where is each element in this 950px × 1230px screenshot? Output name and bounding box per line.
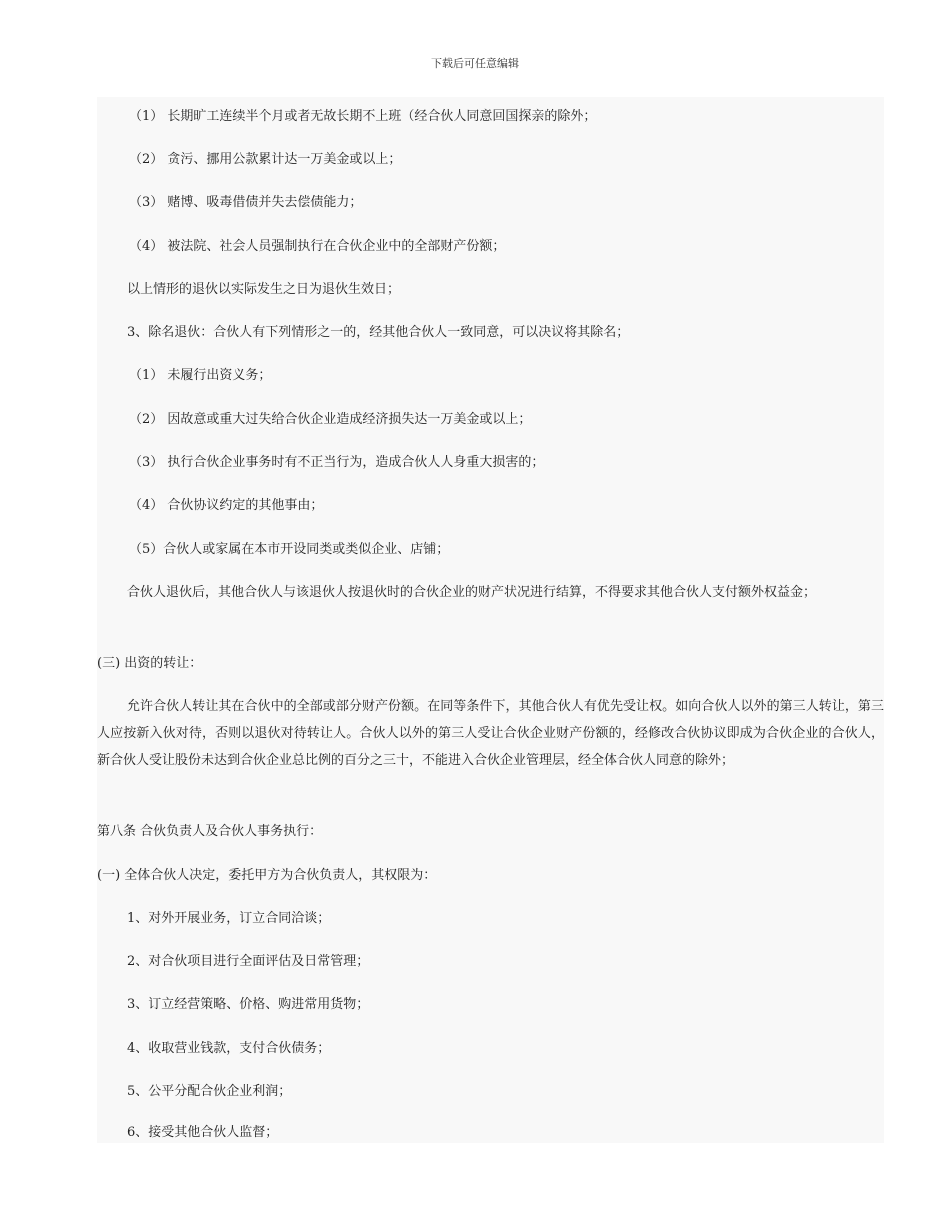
manager-duty-5: 5、公平分配合伙企业利润；	[127, 1084, 292, 1099]
article-eight-heading: 第八条 合伙负责人及合伙人事务执行：	[97, 824, 323, 839]
transfer-paragraph: 允许合伙人转让其在合伙中的全部或部分财产份额。在同等条件下，其他合伙人有优先受让权。如向合伙人以外的第三人转让，第三人应按新入伙对待，否则以退伙对待转让人。合伙人以外的第三人受让合伙企业财产份额的，经修改合伙协议即成为合伙企业的合伙人，新合伙人受让股份未达到合伙企业总比例的百分之三十，不能进入合伙企业管理层，经全体合伙人同意的除外；	[97, 699, 884, 768]
settlement-paragraph: 合伙人退伙后，其他合伙人与该退伙人按退伙时的合伙企业的财产状况进行结算，不得要求其他合伙人支付额外权益金；	[127, 585, 817, 600]
manager-duty-1: 1、对外开展业务，订立合同洽谈；	[127, 911, 331, 926]
clause-heading-expulsion: 3、除名退伙：合伙人有下列情形之一的，经其他合伙人一致同意，可以决议将其除名；	[127, 325, 630, 340]
manager-duty-4: 4、收取营业钱款，支付合伙债务；	[127, 1041, 331, 1056]
clause-note: 以上情形的退伙以实际发生之日为退伙生效日；	[127, 282, 401, 297]
expulsion-item-4: （4） 合伙协议约定的其他事由；	[129, 498, 324, 513]
clause-item-1: （1） 长期旷工连续半个月或者无故长期不上班（经合伙人同意回国探亲的除外；	[129, 109, 597, 124]
section-heading-manager: (一) 全体合伙人决定，委托甲方为合伙负责人，其权限为：	[97, 868, 437, 883]
page-header: 下载后可任意编辑	[431, 57, 519, 70]
expulsion-item-5: （5）合伙人或家属在本市开设同类或类似企业、店铺；	[129, 542, 450, 557]
clause-item-4: （4） 被法院、社会人员强制执行在合伙企业中的全部财产份额；	[129, 239, 506, 254]
manager-duty-6: 6、接受其他合伙人监督；	[127, 1125, 279, 1140]
expulsion-item-2: （2） 因故意或重大过失给合伙企业造成经济损失达一万美金或以上；	[129, 412, 532, 427]
clause-item-2: （2） 贪污、挪用公款累计达一万美金或以上；	[129, 152, 402, 167]
manager-duty-2: 2、对合伙项目进行全面评估及日常管理；	[127, 954, 370, 969]
manager-duty-3: 3、订立经营策略、价格、购进常用货物；	[127, 997, 370, 1012]
clause-item-3: （3） 赌博、吸毒借债并失去偿债能力；	[129, 195, 363, 210]
expulsion-item-1: （1） 未履行出资义务；	[129, 368, 272, 383]
section-heading-transfer: (三) 出资的转让：	[97, 656, 203, 671]
expulsion-item-3: （3） 执行合伙企业事务时有不正当行为，造成合伙人人身重大损害的；	[129, 455, 545, 470]
document-body	[97, 97, 884, 1143]
